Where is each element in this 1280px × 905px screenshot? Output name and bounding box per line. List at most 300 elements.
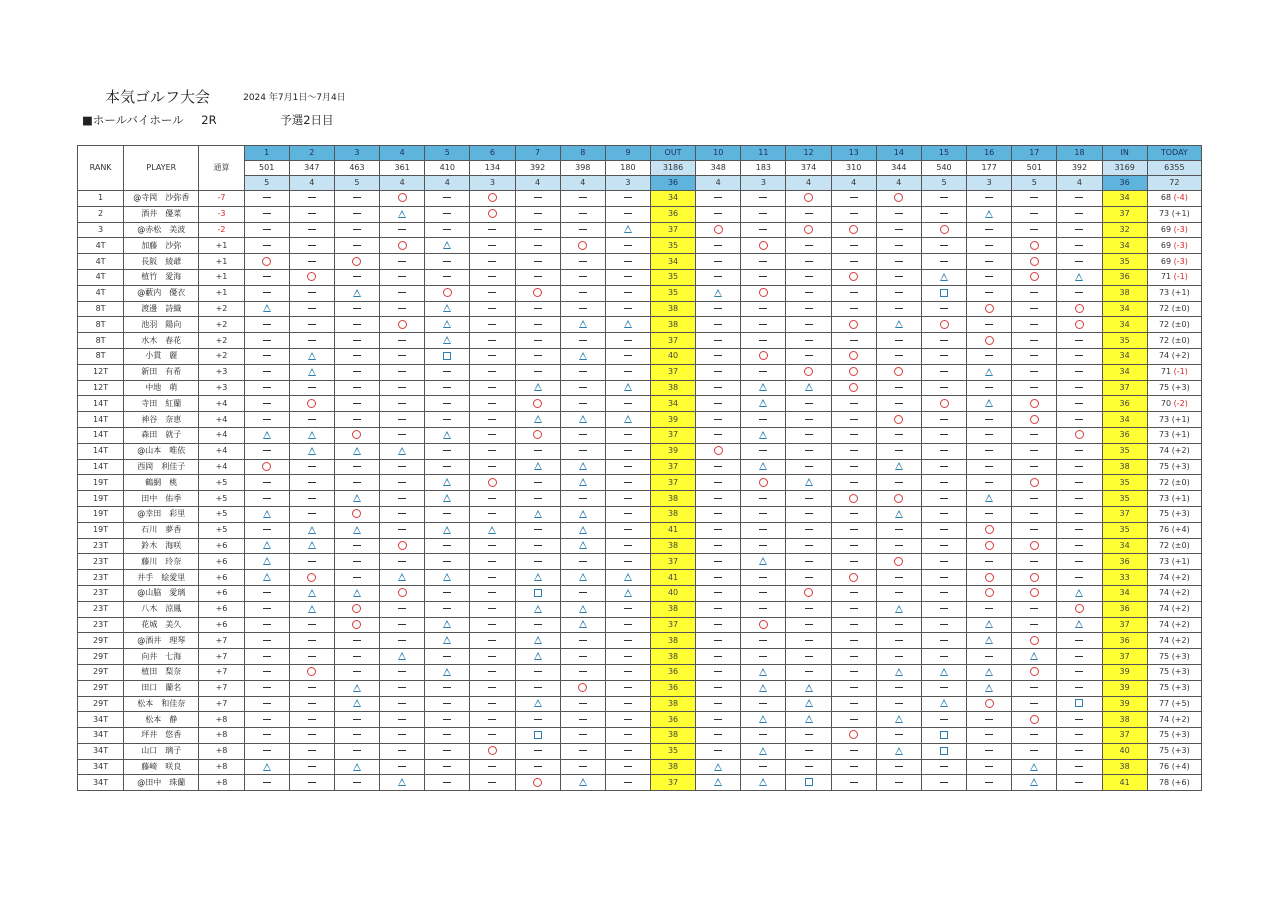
hole-yardage: 180 (605, 161, 650, 176)
dash-icon (443, 419, 451, 420)
hole-number: 5 (425, 146, 470, 161)
score-cell (560, 396, 605, 412)
today-strokes: 75 (1158, 651, 1170, 661)
dash-icon (398, 719, 406, 720)
today-to-par: (±0) (1171, 303, 1190, 313)
circle-icon (985, 525, 994, 534)
dash-icon (353, 671, 361, 672)
score-cell (605, 396, 650, 412)
square-icon (1075, 699, 1083, 707)
score-cell (921, 649, 966, 665)
triangle-icon (534, 383, 542, 391)
dash-icon (353, 308, 361, 309)
score-cell (605, 633, 650, 649)
dash-icon (579, 450, 587, 451)
hole-yardage: 463 (334, 161, 379, 176)
today-to-par: (+3) (1171, 667, 1190, 677)
dash-icon (850, 482, 858, 483)
event-date: 2024 年7月1日～7月4日 (243, 93, 346, 103)
dash-icon (1075, 734, 1083, 735)
dash-icon (263, 592, 271, 593)
dash-icon (850, 719, 858, 720)
triangle-icon (398, 210, 406, 218)
score-cell (967, 633, 1012, 649)
score-cell (380, 712, 425, 728)
score-cell (696, 333, 741, 349)
score-cell (425, 285, 470, 301)
circle-icon (940, 320, 949, 329)
circle-icon (307, 272, 316, 281)
score-cell (289, 680, 334, 696)
dash-icon (624, 245, 632, 246)
score-cell (515, 412, 560, 428)
today-strokes: 72 (1158, 477, 1170, 487)
score-cell (831, 728, 876, 744)
player-name: 田口 蘭名 (124, 680, 199, 696)
score-cell (786, 317, 831, 333)
dash-icon (759, 545, 767, 546)
score-cell (605, 617, 650, 633)
dash-icon (308, 734, 316, 735)
score-cell (786, 238, 831, 254)
dash-icon (895, 213, 903, 214)
score-cell (470, 317, 515, 333)
triangle-icon (714, 763, 722, 771)
circle-icon (1030, 399, 1039, 408)
triangle-icon (579, 526, 587, 534)
score-cell (876, 664, 921, 680)
score-cell (605, 759, 650, 775)
triangle-icon (534, 636, 542, 644)
circle-icon (894, 415, 903, 424)
hole-par: 4 (425, 176, 470, 191)
square-icon (940, 289, 948, 297)
score-cell (605, 522, 650, 538)
square-icon (940, 731, 948, 739)
score-cell (605, 348, 650, 364)
rank-cell: 14T (78, 396, 124, 412)
today-strokes: 72 (1158, 540, 1170, 550)
score-cell (1057, 538, 1102, 554)
today-score (1147, 396, 1201, 412)
score-cell (380, 459, 425, 475)
dash-icon (805, 498, 813, 499)
today-strokes: 76 (1158, 525, 1170, 535)
score-cell (425, 364, 470, 380)
score-cell (515, 427, 560, 443)
dash-icon (353, 387, 361, 388)
score-cell (244, 443, 289, 459)
score-cell (244, 396, 289, 412)
player-row (78, 617, 1202, 633)
score-cell (244, 459, 289, 475)
score-cell (1057, 317, 1102, 333)
in-score: 34 (1102, 301, 1147, 317)
score-cell (831, 743, 876, 759)
dash-icon (985, 608, 993, 609)
dash-icon (263, 656, 271, 657)
score-cell (741, 759, 786, 775)
circle-icon (1030, 241, 1039, 250)
score-cell (289, 522, 334, 538)
dash-icon (624, 656, 632, 657)
score-cell (831, 317, 876, 333)
dash-icon (308, 561, 316, 562)
score-cell (1057, 680, 1102, 696)
score-cell (696, 633, 741, 649)
dash-icon (263, 229, 271, 230)
dash-icon (1075, 750, 1083, 751)
score-cell (967, 380, 1012, 396)
rank-cell: 8T (78, 333, 124, 349)
dash-icon (534, 261, 542, 262)
today-score (1147, 333, 1201, 349)
dash-icon (624, 561, 632, 562)
triangle-icon (985, 399, 993, 407)
dash-icon (850, 340, 858, 341)
score-cell (876, 206, 921, 222)
dash-icon (1075, 466, 1083, 467)
player-name: 小貫 麗 (124, 348, 199, 364)
dash-icon (488, 308, 496, 309)
in-score: 37 (1102, 728, 1147, 744)
score-cell (876, 491, 921, 507)
dash-icon (263, 734, 271, 735)
dash-icon (353, 750, 361, 751)
score-cell (605, 554, 650, 570)
hole-number: 12 (786, 146, 831, 161)
score-cell (876, 649, 921, 665)
total-to-par: +4 (199, 396, 244, 412)
triangle-icon (353, 589, 361, 597)
hole-number: 10 (696, 146, 741, 161)
dash-icon (263, 671, 271, 672)
dash-icon (353, 561, 361, 562)
score-cell (515, 506, 560, 522)
score-cell (1012, 664, 1057, 680)
in-score: 36 (1102, 396, 1147, 412)
in-score: 36 (1102, 633, 1147, 649)
dash-icon (805, 640, 813, 641)
total-to-par: +7 (199, 680, 244, 696)
dash-icon (398, 340, 406, 341)
today-strokes: 74 (1158, 604, 1170, 614)
hole-par: 4 (876, 176, 921, 191)
dash-icon (534, 276, 542, 277)
score-cell (967, 459, 1012, 475)
dash-icon (850, 213, 858, 214)
out-score: 35 (650, 238, 695, 254)
score-cell (470, 412, 515, 428)
dash-icon (353, 229, 361, 230)
circle-icon (849, 494, 858, 503)
score-cell (605, 254, 650, 270)
score-cell (967, 412, 1012, 428)
score-cell (1012, 285, 1057, 301)
today-score (1147, 649, 1201, 665)
triangle-icon (759, 747, 767, 755)
score-cell (876, 238, 921, 254)
dash-icon (759, 419, 767, 420)
score-cell (380, 285, 425, 301)
score-cell (786, 712, 831, 728)
dash-icon (534, 545, 542, 546)
score-cell (380, 333, 425, 349)
score-cell (741, 191, 786, 207)
today-strokes: 73 (1158, 556, 1170, 566)
player-row (78, 301, 1202, 317)
triangle-icon (1075, 273, 1083, 281)
score-cell (515, 759, 560, 775)
score-cell (334, 585, 379, 601)
circle-icon (533, 430, 542, 439)
score-cell (831, 475, 876, 491)
triangle-icon (263, 557, 271, 565)
score-cell (425, 538, 470, 554)
triangle-icon (624, 589, 632, 597)
dash-icon (353, 545, 361, 546)
dash-icon (443, 513, 451, 514)
dash-icon (714, 592, 722, 593)
dash-icon (940, 608, 948, 609)
score-cell (1012, 680, 1057, 696)
score-cell (876, 506, 921, 522)
dash-icon (850, 782, 858, 783)
circle-icon (352, 257, 361, 266)
today-to-par: (+3) (1171, 382, 1190, 392)
out-score: 35 (650, 743, 695, 759)
triangle-icon (263, 304, 271, 312)
dash-icon (805, 656, 813, 657)
in-score: 34 (1102, 412, 1147, 428)
dash-icon (263, 292, 271, 293)
score-cell (334, 254, 379, 270)
dash-icon (263, 340, 271, 341)
dash-icon (398, 387, 406, 388)
triangle-icon (443, 573, 451, 581)
score-cell (831, 712, 876, 728)
score-cell (560, 775, 605, 791)
score-cell (425, 459, 470, 475)
score-cell (425, 491, 470, 507)
circle-icon (352, 509, 361, 518)
today-score (1147, 522, 1201, 538)
in-score: 34 (1102, 364, 1147, 380)
dash-icon (488, 734, 496, 735)
score-cell (334, 301, 379, 317)
score-cell (605, 285, 650, 301)
rank-cell: 19T (78, 506, 124, 522)
dash-icon (1030, 687, 1038, 688)
dash-icon (579, 498, 587, 499)
player-name: 森田 就子 (124, 427, 199, 443)
dash-icon (308, 261, 316, 262)
out-score: 36 (650, 680, 695, 696)
in-header: IN (1102, 146, 1147, 161)
score-cell (696, 570, 741, 586)
dash-icon (759, 324, 767, 325)
triangle-icon (443, 431, 451, 439)
score-cell (244, 380, 289, 396)
dash-icon (443, 719, 451, 720)
dash-icon (443, 371, 451, 372)
score-cell (560, 585, 605, 601)
score-cell (605, 459, 650, 475)
score-cell (741, 538, 786, 554)
dash-icon (985, 734, 993, 735)
hole-number: 18 (1057, 146, 1102, 161)
dash-icon (850, 292, 858, 293)
today-score (1147, 427, 1201, 443)
dash-icon (714, 513, 722, 514)
total-to-par: +4 (199, 443, 244, 459)
score-cell (696, 443, 741, 459)
score-cell (696, 759, 741, 775)
circle-icon (940, 399, 949, 408)
score-cell (605, 696, 650, 712)
score-cell (967, 254, 1012, 270)
score-cell (876, 222, 921, 238)
dash-icon (488, 498, 496, 499)
score-cell (560, 380, 605, 396)
triangle-icon (579, 478, 587, 486)
dash-icon (850, 624, 858, 625)
score-cell (921, 333, 966, 349)
score-cell (741, 743, 786, 759)
player-row (78, 238, 1202, 254)
score-cell (244, 269, 289, 285)
in-score: 35 (1102, 254, 1147, 270)
dash-icon (488, 403, 496, 404)
triangle-icon (534, 415, 542, 423)
triangle-icon (985, 210, 993, 218)
dash-icon (1030, 561, 1038, 562)
score-cell (1057, 633, 1102, 649)
dash-icon (534, 245, 542, 246)
score-cell (425, 301, 470, 317)
triangle-icon (579, 510, 587, 518)
dash-icon (488, 371, 496, 372)
score-cell (334, 522, 379, 538)
dash-icon (1075, 671, 1083, 672)
hole-yardage: 398 (560, 161, 605, 176)
today-to-par: (+3) (1171, 509, 1190, 519)
triangle-icon (895, 668, 903, 676)
triangle-icon (1075, 620, 1083, 628)
dash-icon (488, 545, 496, 546)
score-cell (967, 222, 1012, 238)
dash-icon (308, 213, 316, 214)
out-score: 35 (650, 269, 695, 285)
dash-icon (398, 466, 406, 467)
score-cell (876, 191, 921, 207)
in-score: 34 (1102, 238, 1147, 254)
score-cell (334, 238, 379, 254)
triangle-icon (624, 573, 632, 581)
dash-icon (624, 482, 632, 483)
triangle-icon (895, 747, 903, 755)
score-cell (1012, 522, 1057, 538)
dash-icon (263, 403, 271, 404)
score-cell (696, 712, 741, 728)
score-cell (967, 554, 1012, 570)
total-to-par: +3 (199, 364, 244, 380)
hole-par: 4 (289, 176, 334, 191)
dash-icon (714, 703, 722, 704)
score-cell (1057, 191, 1102, 207)
total-to-par: +7 (199, 649, 244, 665)
subtitle (82, 112, 334, 128)
player-name: 加藤 沙弥 (124, 238, 199, 254)
score-cell (425, 712, 470, 728)
today-score (1147, 759, 1201, 775)
triangle-icon (398, 447, 406, 455)
out-score: 38 (650, 506, 695, 522)
dash-icon (985, 355, 993, 356)
dash-icon (534, 719, 542, 720)
score-cell (244, 759, 289, 775)
dash-icon (759, 577, 767, 578)
hole-yardage: 344 (876, 161, 921, 176)
dash-icon (263, 703, 271, 704)
score-cell (289, 743, 334, 759)
score-cell (741, 348, 786, 364)
today-score (1147, 412, 1201, 428)
score-cell (289, 254, 334, 270)
dash-icon (353, 324, 361, 325)
triangle-icon (443, 336, 451, 344)
score-cell (289, 301, 334, 317)
triangle-icon (805, 699, 813, 707)
triangle-icon (805, 684, 813, 692)
dash-icon (850, 450, 858, 451)
dash-icon (263, 197, 271, 198)
score-cell (244, 427, 289, 443)
score-cell (380, 522, 425, 538)
dash-icon (805, 513, 813, 514)
today-strokes: 75 (1158, 509, 1170, 519)
today-strokes: 73 (1158, 430, 1170, 440)
dash-icon (353, 734, 361, 735)
score-cell (1012, 506, 1057, 522)
out-header: OUT (650, 146, 695, 161)
player-name: 中地 萌 (124, 380, 199, 396)
dash-icon (534, 482, 542, 483)
score-cell (1057, 427, 1102, 443)
circle-icon (1075, 604, 1084, 613)
score-cell (244, 348, 289, 364)
score-cell (786, 538, 831, 554)
score-cell (1012, 743, 1057, 759)
player-row (78, 191, 1202, 207)
score-cell (876, 333, 921, 349)
score-cell (380, 206, 425, 222)
dash-icon (579, 640, 587, 641)
dash-icon (895, 482, 903, 483)
score-cell (380, 775, 425, 791)
today-to-par: (+3) (1171, 746, 1190, 756)
total-to-par: +6 (199, 570, 244, 586)
today-score (1147, 269, 1201, 285)
dash-icon (895, 245, 903, 246)
dash-icon (850, 403, 858, 404)
dash-icon (488, 450, 496, 451)
score-cell (696, 585, 741, 601)
dash-icon (759, 640, 767, 641)
score-cell (560, 617, 605, 633)
dash-icon (488, 577, 496, 578)
score-cell (334, 459, 379, 475)
